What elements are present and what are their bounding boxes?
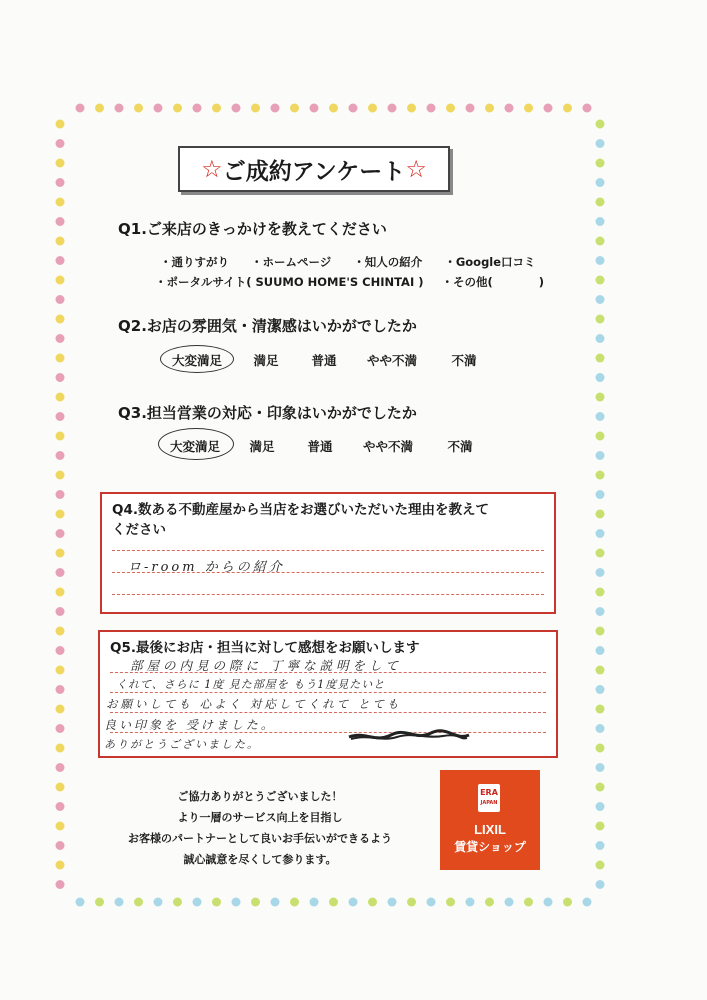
q1-heading: Q1.ご来店のきっかけを教えてください: [118, 220, 387, 238]
border-dot: [56, 627, 65, 636]
badge-line-2: JAPAN: [480, 800, 498, 806]
border-dot: [232, 898, 241, 907]
title-text: ご成約アンケート: [222, 158, 406, 185]
border-dot: [56, 568, 65, 577]
border-dot: [563, 104, 572, 113]
border-dot: [596, 276, 605, 285]
border-dot: [596, 588, 605, 597]
border-dot: [596, 705, 605, 714]
border-dot: [290, 104, 299, 113]
q1-option-portal[interactable]: ・ポータルサイト( SUUMO HOME'S CHINTAI ): [155, 275, 424, 289]
q2-option-dissatisfied[interactable]: 不満: [451, 353, 477, 368]
border-dot: [596, 490, 605, 499]
q5-box: [98, 630, 558, 758]
border-dot: [154, 104, 163, 113]
border-dot: [596, 802, 605, 811]
border-dot: [56, 432, 65, 441]
q3-option-satisfied[interactable]: 満足: [249, 439, 275, 454]
border-dot: [583, 898, 592, 907]
border-dot: [154, 898, 163, 907]
border-dot: [563, 898, 572, 907]
border-dot: [485, 898, 494, 907]
q1-option-google-review[interactable]: ・Google口コミ: [444, 255, 536, 269]
border-dot: [596, 159, 605, 168]
border-dot: [95, 104, 104, 113]
border-dot: [596, 841, 605, 850]
border-dot: [596, 373, 605, 382]
border-dot: [56, 822, 65, 831]
logo-brand: LIXIL: [474, 822, 506, 837]
border-dot: [56, 861, 65, 870]
border-dot: [56, 607, 65, 616]
border-dot: [596, 549, 605, 558]
lixil-logo: [440, 770, 540, 870]
border-dot: [56, 373, 65, 382]
border-dot: [56, 783, 65, 792]
era-badge-icon: [478, 784, 500, 812]
q5-answer-line: [110, 712, 546, 713]
border-dot: [505, 898, 514, 907]
q2-option-very-satisfied[interactable]: 大変満足: [171, 353, 222, 368]
border-dot: [596, 744, 605, 753]
border-dot: [310, 898, 319, 907]
border-dot: [596, 627, 605, 636]
border-dot: [271, 104, 280, 113]
border-dot: [251, 104, 260, 113]
border-dot: [596, 354, 605, 363]
border-dot: [544, 898, 553, 907]
border-dot: [56, 880, 65, 889]
border-dot: [212, 104, 221, 113]
border-dot: [310, 104, 319, 113]
border-dot: [271, 898, 280, 907]
border-dot: [596, 120, 605, 129]
border-dot: [56, 549, 65, 558]
q2-option-neutral[interactable]: 普通: [311, 353, 337, 368]
border-dot: [427, 898, 436, 907]
q1-option-other[interactable]: ・その他( ): [441, 275, 545, 289]
border-dot: [596, 198, 605, 207]
thanks-line-1: ご協力ありがとうございました！: [177, 790, 343, 803]
q2-option-satisfied[interactable]: 満足: [253, 353, 279, 368]
q2-rating-row: [165, 351, 489, 369]
q3-rating-row: [163, 437, 485, 455]
border-dot: [466, 104, 475, 113]
border-dot: [349, 898, 358, 907]
border-dot: [407, 104, 416, 113]
q2-option-somewhat-dissatisfied[interactable]: やや不満: [366, 353, 417, 368]
border-dot: [56, 705, 65, 714]
border-dot: [76, 898, 85, 907]
q3-heading: Q3.担当営業の対応・印象はいかがでしたか: [118, 404, 417, 422]
border-dot: [56, 295, 65, 304]
border-dot: [95, 898, 104, 907]
border-dot: [56, 217, 65, 226]
border-dot: [596, 822, 605, 831]
border-dot: [212, 898, 221, 907]
border-dot: [56, 139, 65, 148]
q1-options-line1: [160, 254, 536, 270]
border-dot: [427, 104, 436, 113]
border-dot: [524, 898, 533, 907]
border-dot: [329, 104, 338, 113]
logo-shop: 賃貸ショップ: [454, 840, 526, 854]
border-dot: [56, 237, 65, 246]
border-dot: [596, 178, 605, 187]
border-dot: [596, 334, 605, 343]
border-dot: [56, 802, 65, 811]
border-dot: [329, 898, 338, 907]
border-dot: [596, 666, 605, 675]
border-dot: [232, 104, 241, 113]
border-dot: [583, 104, 592, 113]
border-dot: [173, 104, 182, 113]
star-icon-left: ☆: [201, 155, 223, 183]
border-dot: [596, 256, 605, 265]
border-dot: [544, 104, 553, 113]
thanks-line-2: より一層のサービス向上を目指し: [177, 811, 343, 824]
border-dot: [56, 451, 65, 460]
border-dot: [56, 276, 65, 285]
border-dot: [596, 529, 605, 538]
border-dot: [56, 588, 65, 597]
q5-answer-line-5[interactable]: ありがとうございました。: [104, 738, 260, 751]
q5-answer-line-4[interactable]: 良い印象を 受けました。: [104, 718, 276, 732]
border-dot: [56, 744, 65, 753]
border-dot: [596, 724, 605, 733]
thanks-line-3: お客様のパートナーとして良いお手伝いができるよう: [128, 832, 392, 845]
q4-heading-line2: ください: [112, 522, 166, 538]
border-dot: [505, 104, 514, 113]
border-dot: [407, 898, 416, 907]
border-dot: [56, 198, 65, 207]
q5-answer-line: [110, 692, 546, 693]
border-dot: [56, 529, 65, 538]
border-dot: [596, 393, 605, 402]
border-dot: [388, 898, 397, 907]
border-dot: [56, 763, 65, 772]
q3-option-very-satisfied[interactable]: 大変満足: [169, 439, 220, 454]
border-dot: [251, 898, 260, 907]
border-dot: [56, 120, 65, 129]
border-dot: [596, 412, 605, 421]
border-dot: [349, 104, 358, 113]
border-dot: [56, 178, 65, 187]
border-dot: [596, 880, 605, 889]
border-dot: [446, 104, 455, 113]
border-dot: [56, 685, 65, 694]
border-dot: [193, 104, 202, 113]
border-dot: [290, 898, 299, 907]
q4-heading-line1: Q4.数ある不動産屋から当店をお選びいただいた理由を教えて: [112, 502, 489, 518]
q4-answer-text[interactable]: ロ-room からの紹介: [128, 560, 285, 575]
border-dot: [56, 393, 65, 402]
border-dot: [56, 510, 65, 519]
border-dot: [56, 724, 65, 733]
page-title: [178, 146, 450, 192]
border-dot: [56, 471, 65, 480]
q1-option-referral[interactable]: ・知人の紹介: [353, 255, 423, 269]
border-dot: [115, 898, 124, 907]
q5-answer-line-2[interactable]: くれて、さらに 1度 見た部屋を もう1度見たいと: [116, 678, 386, 691]
border-dot: [115, 104, 124, 113]
border-dot: [56, 490, 65, 499]
border-dot: [134, 898, 143, 907]
border-dot: [596, 295, 605, 304]
q1-options-line2: [155, 274, 544, 290]
border-dot: [368, 104, 377, 113]
border-dot: [596, 471, 605, 480]
border-dot: [193, 898, 202, 907]
q2-heading: Q2.お店の雰囲気・清潔感はいかがでしたか: [118, 317, 417, 335]
border-dot: [466, 898, 475, 907]
border-dot: [596, 607, 605, 616]
border-dot: [596, 783, 605, 792]
border-dot: [596, 646, 605, 655]
border-dot: [368, 898, 377, 907]
border-dot: [56, 666, 65, 675]
border-dot: [56, 646, 65, 655]
thanks-line-4: 誠心誠意を尽くして参ります。: [183, 853, 337, 866]
q4-box: [100, 492, 556, 614]
border-dot: [596, 432, 605, 441]
q3-option-dissatisfied[interactable]: 不満: [447, 439, 473, 454]
border-dot: [485, 104, 494, 113]
border-dot: [56, 334, 65, 343]
border-dot: [596, 568, 605, 577]
thank-you-message: [100, 786, 420, 870]
border-dot: [173, 898, 182, 907]
border-dot: [596, 510, 605, 519]
q5-answer-line-1[interactable]: 部屋の内見の際に 丁寧な説明をして: [130, 658, 402, 673]
q1-option-walk-by[interactable]: ・通りすがり: [160, 255, 229, 269]
border-dot: [596, 139, 605, 148]
border-dot: [524, 104, 533, 113]
q4-answer-line: [112, 594, 544, 595]
border-dot: [596, 763, 605, 772]
border-dot: [596, 315, 605, 324]
q1-option-homepage[interactable]: ・ホームページ: [251, 255, 332, 269]
border-dot: [596, 451, 605, 460]
q3-option-somewhat-dissatisfied[interactable]: やや不満: [362, 439, 413, 454]
badge-line-1: ERA: [480, 788, 498, 797]
crossed-out-scribble: [345, 727, 475, 747]
q4-answer-line: [112, 550, 544, 551]
border-dot: [76, 104, 85, 113]
border-dot: [446, 898, 455, 907]
border-dot: [134, 104, 143, 113]
q3-option-neutral[interactable]: 普通: [307, 439, 333, 454]
border-dot: [596, 685, 605, 694]
border-dot: [56, 256, 65, 265]
border-dot: [56, 315, 65, 324]
border-dot: [56, 159, 65, 168]
border-dot: [596, 861, 605, 870]
q5-heading: Q5.最後にお店・担当に対して感想をお願いします: [110, 640, 420, 656]
border-dot: [596, 217, 605, 226]
border-dot: [56, 354, 65, 363]
border-dot: [56, 412, 65, 421]
border-dot: [596, 237, 605, 246]
border-dot: [388, 104, 397, 113]
star-icon-right: ☆: [405, 155, 427, 183]
border-dot: [56, 841, 65, 850]
q5-answer-line-3[interactable]: お願いしても 心よく 対応してくれて とても: [106, 697, 402, 711]
